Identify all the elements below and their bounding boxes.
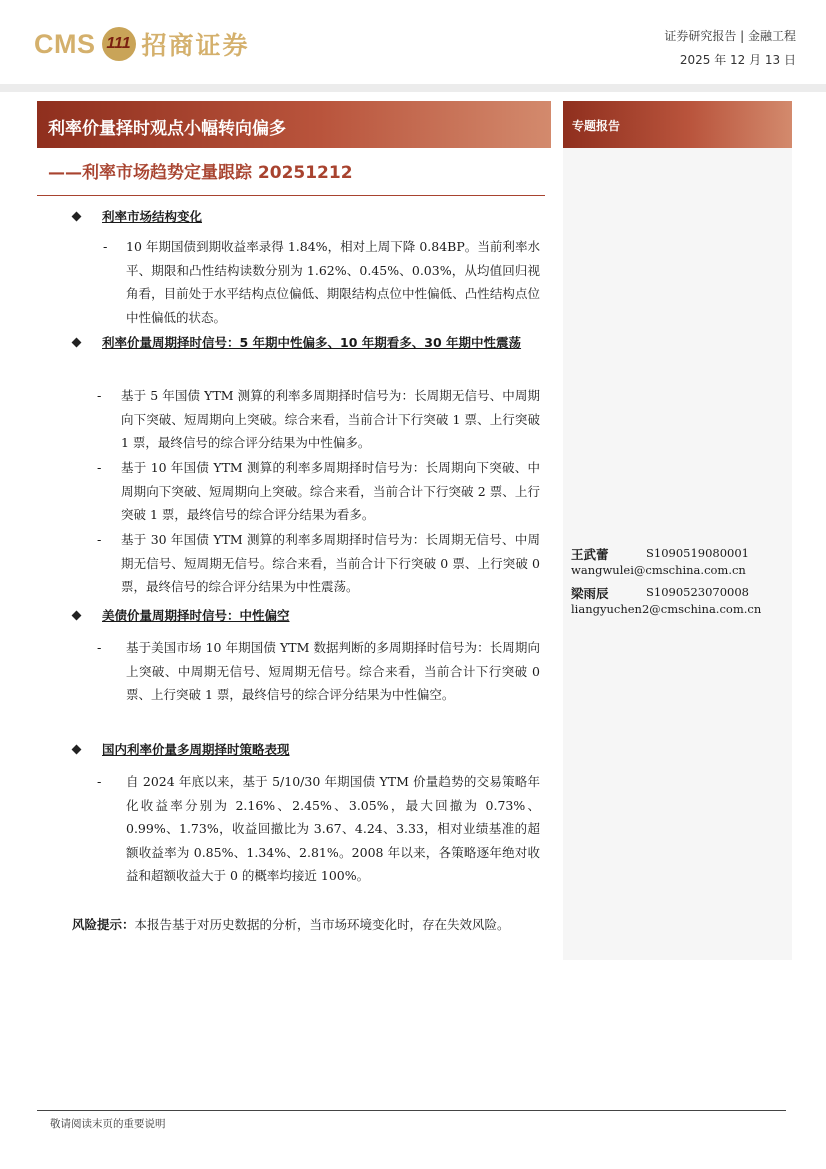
signal-30y-text: 基于 30 年国债 YTM 测算的利率多周期择时信号为：长周期无信号、中周期无信号、短周期无信号。综合来看，当前合计下行突破 0 票、上行突破 0 票，最终信号的综合评分结果为中性震荡。 (121, 532, 540, 594)
logo-emblem-icon: 111 (102, 27, 136, 61)
list-dash: - (97, 389, 102, 404)
signal-5y-text: 基于 5 年国债 YTM 测算的利率多周期择时信号为：长周期无信号、中周期向下突破、短周期向上突破。综合来看，当前合计下行突破 1 票、上行突破 1 票，最终信号的综合评分结果为中性偏多。 (121, 388, 540, 450)
report-subtitle: ——利率市场趋势定量跟踪 20251212 (48, 163, 353, 183)
footer-divider (37, 1110, 786, 1111)
bullet-diamond-icon (72, 611, 82, 621)
author-name: 梁雨辰 (571, 586, 609, 601)
header-divider (0, 84, 826, 92)
risk-text: 本报告基于对历史数据的分析，当市场环境变化时，存在失效风险。 (134, 917, 510, 932)
company-logo (34, 24, 250, 64)
signal-10y-text: 基于 10 年国债 YTM 测算的利率多周期择时信号为：长周期向下突破、中周期向下突破、短周期向上突破。综合来看，当前合计下行突破 2 票、上行突破 1 票，最终信号的综合评分结果为看多。 (121, 460, 540, 522)
author-name: 王武蕾 (571, 547, 609, 562)
list-dash: - (103, 240, 108, 255)
report-category-label: 专题报告 (572, 119, 621, 133)
report-type: 证券研究报告 | 金融工程 (664, 29, 796, 43)
list-dash: - (97, 461, 102, 476)
report-title: 利率价量择时观点小幅转向偏多 (48, 119, 286, 139)
logo-cms-text: CMS (34, 28, 96, 59)
risk-label: 风险提示： (72, 917, 135, 932)
footer-disclaimer: 敬请阅读末页的重要说明 (50, 1118, 166, 1130)
list-dash: - (97, 533, 102, 548)
strategy-performance-text: 自 2024 年底以来，基于 5/10/30 年期国债 YTM 价量趋势的交易策略年化收益率分别为 2.16%、2.45%、3.05%，最大回撤为 0.73%、0.99%、1.73%，收益回撤比为 3.67、4.24、3.33，相对业绩基准的超额收益率为 0.85%、1.34%、2.81%。2008 年以来，各策略逐年绝对收益和超额收益大于 0 的概率均接近 100%。 (126, 774, 540, 883)
bullet-diamond-icon (72, 745, 82, 755)
list-dash: - (97, 775, 102, 790)
list-dash: - (97, 641, 102, 656)
bullet-diamond-icon (72, 338, 82, 348)
title-divider (37, 195, 545, 196)
section-title-us-timing: 美债价量周期择时信号：中性偏空 (102, 608, 290, 623)
section-structure-text: 10 年期国债到期收益率录得 1.84%，相对上周下降 0.84BP。当前利率水平、期限和凸性结构读数分别为 1.62%、0.45%、0.03%，从均值回归视角看，目前处于水平结构点位偏低、期限结构点位中性偏低、凸性结构点位中性偏低的状态。 (126, 239, 540, 325)
bullet-diamond-icon (72, 212, 82, 222)
author-cert-id: S1090519080001 (646, 546, 749, 560)
author-email[interactable]: liangyuchen2@cmschina.com.cn (571, 602, 762, 616)
risk-warning (72, 913, 544, 937)
section-title-structure: 利率市场结构变化 (102, 209, 203, 224)
logo-company-name: 招商证券 (141, 31, 250, 60)
section-title-strategy: 国内利率价量多周期择时策略表现 (102, 742, 290, 757)
author-cert-id: S1090523070008 (646, 585, 749, 599)
author-email[interactable]: wangwulei@cmschina.com.cn (571, 563, 746, 577)
section-title-cn-timing: 利率价量周期择时信号：5 年期中性偏多、10 年期看多、30 年期中性震荡 (102, 335, 522, 350)
signal-us-text: 基于美国市场 10 年期国债 YTM 数据判断的多周期择时信号为：长周期向上突破、中周期无信号、短周期无信号。综合来看，当前合计下行突破 0 票、上行突破 1 票，最终信号的综合评分结果为中性偏空。 (126, 640, 540, 702)
report-date: 2025 年 12 月 13 日 (679, 53, 796, 67)
